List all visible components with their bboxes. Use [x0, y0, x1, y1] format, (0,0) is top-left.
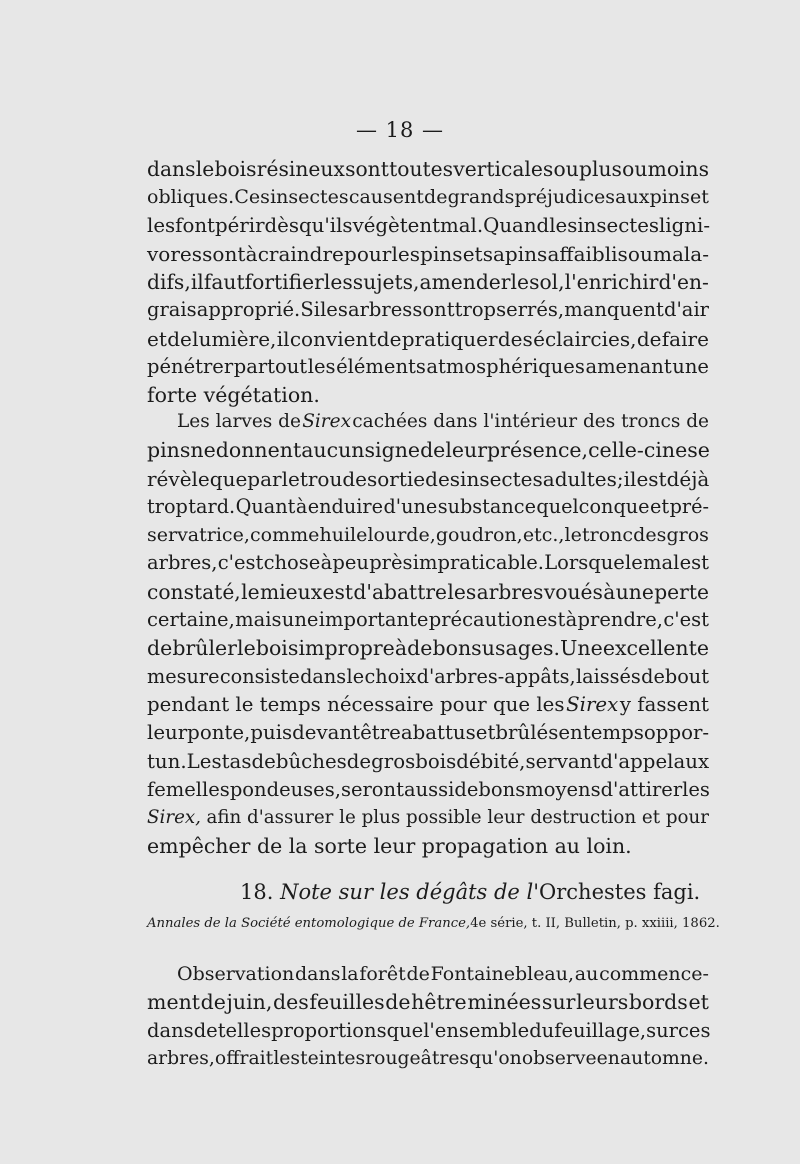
word: le: [564, 524, 582, 547]
word: les: [307, 355, 336, 379]
text-line: empêcher de la sorte leur propagation au loin.: [147, 834, 632, 859]
word: signe: [364, 438, 421, 463]
word: à: [565, 608, 578, 632]
word: pins: [147, 438, 191, 463]
word: arbres,: [147, 1047, 215, 1069]
word: et: [462, 241, 483, 266]
word: manquent: [564, 298, 664, 322]
paragraph-2: [147, 408, 709, 861]
word: proportions: [271, 1018, 387, 1042]
word: les: [147, 213, 176, 237]
word: servatrice,: [147, 524, 250, 547]
word: de: [193, 1018, 218, 1042]
word: hêtre: [411, 990, 467, 1015]
word: le: [281, 466, 300, 491]
word: aucun: [301, 438, 365, 463]
word: de: [200, 990, 226, 1015]
word: sont: [202, 241, 246, 266]
word: d'air: [663, 298, 709, 322]
word: mesure: [147, 664, 220, 688]
word: et: [690, 186, 709, 209]
word: brûlés: [495, 721, 559, 745]
word: la: [341, 963, 359, 985]
text-line: [147, 408, 709, 436]
word: vores: [147, 241, 202, 266]
word: de: [147, 636, 173, 661]
word: pins: [420, 241, 463, 266]
word: des: [497, 326, 533, 351]
word: sont: [412, 298, 455, 322]
word: préjudices: [514, 186, 616, 209]
word: il: [276, 326, 290, 351]
word: est: [535, 608, 566, 632]
text-line: [147, 155, 709, 183]
word: sapins: [482, 241, 548, 266]
word: arbres: [476, 579, 544, 604]
word: consiste: [219, 664, 300, 688]
word: d'attirer: [600, 777, 683, 801]
word: une: [672, 355, 709, 379]
text-line: [147, 988, 709, 1016]
text-line: [147, 804, 709, 832]
word: pins: [649, 186, 690, 209]
word: Quand: [483, 213, 550, 237]
word: femelles: [147, 777, 230, 801]
word: bords: [628, 990, 688, 1015]
word: certaine,: [147, 608, 235, 632]
word: gros: [371, 749, 416, 773]
word: les: [549, 213, 578, 237]
word: moins: [647, 157, 709, 181]
word: qu'on: [469, 1047, 522, 1069]
word: mieux: [260, 579, 323, 604]
word: ligni-: [659, 213, 711, 237]
word: peu: [332, 551, 369, 575]
word: difs,: [147, 270, 191, 295]
word: présence,: [487, 438, 589, 463]
word: résineux: [256, 157, 345, 181]
text-segment: afin d'assurer le plus possible leur destruction et pour: [206, 807, 709, 829]
word: ou: [553, 157, 579, 181]
species-name: Sirex: [566, 692, 619, 716]
word: font: [175, 213, 215, 237]
word: verticales: [453, 157, 554, 181]
word: sujets,: [352, 270, 420, 295]
word: telles: [217, 1018, 272, 1042]
text-line: [147, 663, 709, 691]
word: automne.: [619, 1047, 709, 1069]
text-line: [147, 578, 709, 606]
text-line: [147, 748, 709, 776]
word: mal.: [440, 213, 484, 237]
word: moyens: [525, 777, 601, 801]
word: amender: [419, 270, 511, 295]
word: observe: [521, 1047, 597, 1069]
word: fortifier: [244, 270, 324, 295]
word: minées: [467, 990, 542, 1015]
word: par: [247, 466, 282, 491]
word: etc.,: [522, 524, 565, 547]
word: temps: [582, 721, 644, 745]
text-segment: Les larves de: [177, 411, 301, 432]
word: le: [510, 270, 529, 295]
word: le: [625, 551, 643, 575]
word: juin,: [226, 990, 273, 1015]
word: Fontainebleau,: [430, 963, 575, 985]
word: impropre: [298, 636, 395, 661]
word: Lorsque: [544, 551, 625, 575]
word: Les: [186, 749, 222, 773]
word: l'ensemble: [423, 1018, 530, 1042]
word: le: [237, 636, 256, 661]
word: commence-: [599, 963, 709, 985]
word: déjà: [666, 466, 710, 491]
text-segment: pendant le temps nécessaire pour que les: [147, 692, 565, 716]
word: et: [475, 721, 496, 745]
word: devant: [292, 721, 361, 745]
word: ces: [678, 1018, 711, 1042]
text-line: [147, 325, 709, 353]
section-title-species: Orchestes fagi.: [539, 880, 701, 904]
word: constaté,: [147, 579, 241, 604]
word: en: [558, 721, 583, 745]
word: sur: [646, 1018, 678, 1042]
word: à: [603, 579, 616, 604]
word: ponte,: [187, 721, 251, 745]
word: debout: [641, 664, 709, 688]
word: d'une: [383, 494, 438, 518]
word: une: [281, 608, 319, 632]
word: à: [245, 241, 258, 266]
word: éléments: [336, 355, 426, 379]
word: causent: [348, 186, 424, 209]
species-name: Sirex: [302, 411, 352, 432]
word: dans: [294, 963, 341, 985]
species-name: Sirex,: [147, 807, 201, 829]
word: à: [320, 551, 333, 575]
word: mais: [235, 608, 282, 632]
word: à: [295, 494, 308, 518]
word: forêt: [359, 963, 406, 985]
word: du: [529, 1018, 555, 1042]
word: c'est: [663, 608, 709, 632]
text-line: [147, 353, 709, 381]
word: Une: [560, 636, 603, 661]
word: ne: [661, 438, 688, 463]
word: le: [346, 664, 365, 688]
word: bois: [255, 636, 299, 661]
word: pondeuses,: [229, 777, 341, 801]
word: lumière,: [192, 326, 277, 351]
text-line: [147, 212, 709, 240]
word: débité,: [456, 749, 526, 773]
text-line: forte végétation.: [147, 383, 320, 408]
word: enduire: [307, 494, 384, 518]
citation-journal: Annales de la Société entomologique de France,: [147, 916, 471, 931]
word: substance: [437, 494, 536, 518]
word: les: [323, 270, 353, 295]
word: sol,: [529, 270, 565, 295]
word: Si: [300, 298, 320, 322]
word: atmosphériques: [426, 355, 585, 379]
word: dès: [264, 213, 299, 237]
word: de: [636, 326, 662, 351]
word: est: [679, 551, 709, 575]
word: arbres: [347, 298, 413, 322]
word: pratiquer: [401, 326, 498, 351]
word: affaiblis: [547, 241, 628, 266]
text-segment: cachées dans l'intérieur des troncs de: [352, 411, 709, 432]
word: rougeâtres: [365, 1047, 470, 1069]
word: et: [688, 990, 709, 1015]
word: de: [406, 963, 430, 985]
word: que: [209, 466, 248, 491]
word: grands: [447, 186, 515, 209]
word: les: [320, 298, 348, 322]
word: de: [385, 990, 411, 1015]
word: sont: [345, 157, 389, 181]
word: faut: [203, 270, 245, 295]
word: plus: [579, 157, 622, 181]
word: approprié.: [196, 298, 301, 322]
word: le: [241, 579, 260, 604]
word: bons: [478, 777, 526, 801]
word: les: [391, 241, 420, 266]
word: dans: [300, 664, 347, 688]
word: donnent: [215, 438, 302, 463]
word: à: [394, 636, 408, 661]
word: arbres,: [147, 551, 218, 575]
text-line: [147, 268, 709, 296]
word: et: [147, 326, 167, 351]
word: offrait: [214, 1047, 274, 1069]
word: qu'ils: [299, 213, 353, 237]
word: au: [574, 963, 599, 985]
word: de: [454, 777, 479, 801]
word: importante: [318, 608, 429, 632]
word: bois: [415, 749, 457, 773]
word: se: [687, 438, 710, 463]
paragraph-1: [147, 155, 709, 410]
word: les: [682, 777, 710, 801]
word: celle-ci: [588, 438, 662, 463]
word: voués: [543, 579, 603, 604]
word: dans: [147, 157, 196, 181]
word: laissés: [575, 664, 641, 688]
word: est: [636, 466, 667, 491]
word: périr: [215, 213, 265, 237]
word: partout: [233, 355, 308, 379]
word: de: [424, 186, 448, 209]
word: obliques.: [147, 186, 235, 209]
word: tronc: [582, 524, 634, 547]
word: l'enrichir: [564, 270, 659, 295]
text-line: [147, 240, 709, 268]
word: de: [342, 466, 367, 491]
word: bois: [214, 157, 257, 181]
text-line: [147, 634, 709, 662]
word: oppor-: [643, 721, 710, 745]
text-line: [147, 549, 709, 577]
page-number: — 18 —: [355, 118, 445, 142]
word: chose: [263, 551, 321, 575]
word: d'abattre: [353, 579, 447, 604]
word: trou: [299, 466, 343, 491]
word: faire: [661, 326, 709, 351]
word: il: [623, 466, 637, 491]
word: feuilles: [309, 990, 385, 1015]
word: c'est: [217, 551, 264, 575]
text-line: [147, 436, 709, 464]
word: seront: [340, 777, 404, 801]
word: trop: [147, 494, 188, 518]
word: pour: [344, 241, 392, 266]
word: insectes: [460, 466, 543, 491]
word: tas: [221, 749, 252, 773]
text-line: [147, 776, 709, 804]
word: de: [420, 438, 446, 463]
section-title-italic: Note sur les dégâts de l': [280, 880, 540, 904]
word: est: [322, 579, 354, 604]
text-segment: y fassent: [619, 692, 709, 716]
word: grais: [147, 298, 197, 322]
word: amenant: [585, 355, 672, 379]
word: trop: [454, 298, 497, 322]
word: près: [369, 551, 413, 575]
word: d'en-: [658, 270, 709, 295]
text-line: [147, 296, 709, 324]
word: goudron,: [435, 524, 523, 547]
word: insectes: [270, 186, 349, 209]
word: choix: [364, 664, 417, 688]
word: en: [596, 1047, 620, 1069]
citation: [147, 916, 720, 931]
word: brûler: [172, 636, 237, 661]
word: de: [346, 749, 372, 773]
word: bons: [432, 636, 482, 661]
word: sur: [541, 990, 576, 1015]
word: végètent: [352, 213, 441, 237]
text-line: [147, 1017, 709, 1045]
word: toutes: [389, 157, 453, 181]
word: ou: [622, 157, 648, 181]
word: aussi: [403, 777, 455, 801]
word: les: [273, 1047, 301, 1069]
citation-details: 4e série, t. II, Bulletin, p. xxiiii, 1862.: [470, 916, 720, 931]
word: et: [650, 494, 670, 518]
word: impraticable.: [412, 551, 545, 575]
section-number: 18.: [240, 880, 274, 904]
word: être: [360, 721, 401, 745]
word: Observation: [177, 963, 295, 985]
word: Ces: [234, 186, 270, 209]
word: gros: [666, 524, 709, 547]
word: une: [615, 579, 654, 604]
word: leur: [147, 721, 188, 745]
word: leur: [445, 438, 488, 463]
word: quelconque: [536, 494, 650, 518]
word: de: [376, 326, 402, 351]
word: ne: [190, 438, 216, 463]
section-heading: [240, 880, 700, 904]
word: ou: [627, 241, 653, 266]
word: aux: [673, 749, 710, 773]
word: craindre: [257, 241, 344, 266]
word: prendre,: [577, 608, 663, 632]
word: insectes: [577, 213, 660, 237]
word: adultes: [542, 466, 617, 491]
word: révèle: [147, 466, 210, 491]
word: comme: [249, 524, 320, 547]
word: bûches: [275, 749, 347, 773]
word: précaution: [428, 608, 536, 632]
word: serrés,: [496, 298, 565, 322]
word: des: [633, 524, 667, 547]
word: ;: [616, 466, 624, 491]
word: servant: [525, 749, 601, 773]
word: teintes: [300, 1047, 366, 1069]
word: d'appel: [600, 749, 674, 773]
word: mal: [643, 551, 680, 575]
text-line: [147, 183, 709, 211]
word: que: [386, 1018, 424, 1042]
word: les: [447, 579, 477, 604]
word: de: [167, 326, 192, 351]
word: dans: [147, 1018, 194, 1042]
word: pré-: [669, 494, 709, 518]
word: feuillage,: [554, 1018, 647, 1042]
text-line: [147, 960, 709, 988]
word: le: [195, 157, 215, 181]
word: puis: [250, 721, 293, 745]
text-line: [147, 606, 709, 634]
word: tard.: [188, 494, 236, 518]
text-line: [147, 1045, 709, 1073]
paragraph-3: [147, 960, 709, 1073]
text-line: [147, 719, 709, 747]
word: leurs: [576, 990, 629, 1015]
word: de: [407, 636, 433, 661]
word: des: [425, 466, 461, 491]
text-line: [147, 493, 709, 521]
word: des: [273, 990, 309, 1015]
word: pénétrer: [147, 355, 234, 379]
word: il: [190, 270, 204, 295]
word: abattus: [400, 721, 476, 745]
word: Quant: [235, 494, 296, 518]
text-line: [147, 691, 709, 719]
text-line: [147, 465, 709, 493]
word: excellente: [602, 636, 709, 661]
word: sortie: [367, 466, 426, 491]
text-line: [147, 521, 709, 549]
word: usages.: [481, 636, 561, 661]
word: convient: [289, 326, 377, 351]
word: d'arbres-appâts,: [416, 664, 576, 688]
word: de: [251, 749, 276, 773]
word: éclaircies,: [533, 326, 637, 351]
word: huile: [319, 524, 368, 547]
word: perte: [654, 579, 709, 604]
word: tun.: [147, 749, 187, 773]
word: mala-: [653, 241, 709, 266]
word: lourde,: [367, 524, 436, 547]
word: aux: [615, 186, 650, 209]
word: ment: [147, 990, 201, 1015]
